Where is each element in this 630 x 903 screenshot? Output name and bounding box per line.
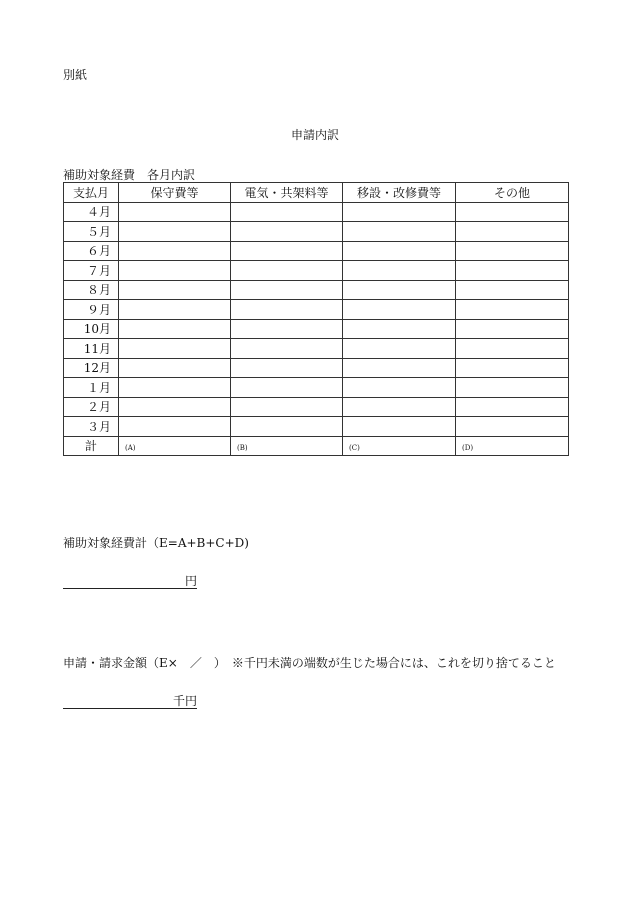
subtotal-cell[interactable]: (D) — [456, 436, 569, 456]
amount-cell[interactable] — [119, 241, 231, 261]
amount-cell[interactable] — [343, 280, 456, 300]
amount-cell[interactable] — [343, 358, 456, 378]
subtotal-cell[interactable]: (A) — [119, 436, 231, 456]
total-expense-label: 補助対象経費計（E=A+B+C+D) — [63, 536, 249, 550]
request-amount-label: 申請・請求金額（E× ／ ） ※千円未満の端数が生じた場合には、これを切り捨てること — [63, 656, 556, 670]
amount-cell[interactable] — [456, 261, 569, 281]
amount-cell[interactable] — [456, 319, 569, 339]
header-maintenance-cost: 保守費等 — [119, 183, 231, 203]
amount-cell[interactable] — [456, 280, 569, 300]
table-row — [64, 300, 569, 320]
request-amount-blank — [63, 694, 197, 709]
month-cell: 12月 — [64, 358, 119, 378]
amount-cell[interactable] — [119, 378, 231, 398]
table-row — [64, 417, 569, 437]
amount-cell[interactable] — [456, 358, 569, 378]
header-other-cost: その他 — [456, 183, 569, 203]
table-row — [64, 261, 569, 281]
amount-cell[interactable] — [456, 241, 569, 261]
total-label-cell: 計 — [64, 436, 119, 456]
month-cell: ２月 — [64, 397, 119, 417]
month-cell: ９月 — [64, 300, 119, 320]
amount-cell[interactable] — [119, 202, 231, 222]
total-unit: 円 — [184, 574, 197, 588]
table-row — [64, 319, 569, 339]
amount-cell[interactable] — [231, 280, 343, 300]
amount-cell[interactable] — [231, 202, 343, 222]
amount-cell[interactable] — [119, 358, 231, 378]
attachment-label: 別紙 — [63, 68, 88, 82]
amount-cell[interactable] — [231, 339, 343, 359]
table-header-row — [64, 183, 569, 203]
amount-cell[interactable] — [119, 397, 231, 417]
month-cell: ８月 — [64, 280, 119, 300]
amount-cell[interactable] — [343, 339, 456, 359]
month-cell: ４月 — [64, 202, 119, 222]
subtotal-cell[interactable]: (B) — [231, 436, 343, 456]
amount-cell[interactable] — [119, 222, 231, 242]
amount-cell[interactable] — [231, 358, 343, 378]
total-row — [64, 436, 569, 456]
table-row — [64, 397, 569, 417]
table-row — [64, 339, 569, 359]
amount-cell[interactable] — [231, 261, 343, 281]
amount-cell[interactable] — [231, 319, 343, 339]
header-payment-month: 支払月 — [64, 183, 119, 203]
amount-cell[interactable] — [119, 280, 231, 300]
amount-cell[interactable] — [456, 339, 569, 359]
table-row — [64, 358, 569, 378]
amount-cell[interactable] — [343, 319, 456, 339]
total-amount-blank — [63, 574, 197, 589]
amount-cell[interactable] — [343, 397, 456, 417]
amount-cell[interactable] — [456, 397, 569, 417]
amount-cell[interactable] — [119, 261, 231, 281]
amount-cell[interactable] — [231, 378, 343, 398]
amount-cell[interactable] — [231, 241, 343, 261]
monthly-breakdown-table — [63, 182, 569, 456]
month-cell: ３月 — [64, 417, 119, 437]
header-relocation-cost: 移設・改修費等 — [343, 183, 456, 203]
table-row — [64, 222, 569, 242]
amount-cell[interactable] — [119, 339, 231, 359]
month-cell: １月 — [64, 378, 119, 398]
amount-cell[interactable] — [343, 222, 456, 242]
month-cell: ５月 — [64, 222, 119, 242]
header-electricity-cost: 電気・共架料等 — [231, 183, 343, 203]
month-cell: 10月 — [64, 319, 119, 339]
document-title: 申請内訳 — [290, 128, 339, 142]
table-row — [64, 202, 569, 222]
amount-cell[interactable] — [343, 202, 456, 222]
table-row — [64, 241, 569, 261]
month-cell: ７月 — [64, 261, 119, 281]
amount-cell[interactable] — [231, 222, 343, 242]
amount-cell[interactable] — [456, 417, 569, 437]
amount-cell[interactable] — [343, 300, 456, 320]
amount-cell[interactable] — [231, 397, 343, 417]
amount-cell[interactable] — [231, 417, 343, 437]
amount-cell[interactable] — [343, 417, 456, 437]
amount-cell[interactable] — [343, 261, 456, 281]
amount-cell[interactable] — [456, 300, 569, 320]
table-row — [64, 280, 569, 300]
amount-cell[interactable] — [119, 417, 231, 437]
month-cell: ６月 — [64, 241, 119, 261]
amount-cell[interactable] — [456, 378, 569, 398]
amount-cell[interactable] — [119, 319, 231, 339]
amount-cell[interactable] — [456, 222, 569, 242]
subtotal-cell[interactable]: (C) — [343, 436, 456, 456]
month-cell: 11月 — [64, 339, 119, 359]
amount-cell[interactable] — [343, 241, 456, 261]
amount-cell[interactable] — [343, 378, 456, 398]
table-row — [64, 378, 569, 398]
request-unit: 千円 — [172, 694, 197, 708]
table-caption: 補助対象経費 各月内訳 — [63, 168, 196, 182]
amount-cell[interactable] — [231, 300, 343, 320]
amount-cell[interactable] — [119, 300, 231, 320]
amount-cell[interactable] — [456, 202, 569, 222]
